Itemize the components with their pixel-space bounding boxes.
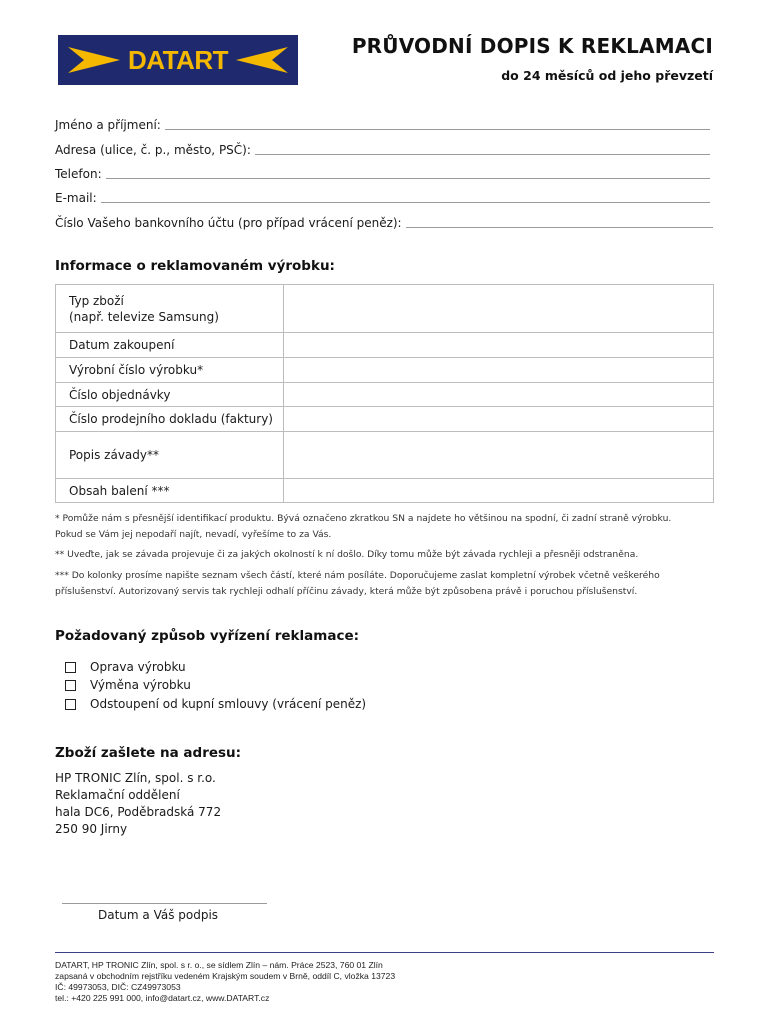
name-label: Jméno a příjmení: — [55, 118, 161, 132]
bank-account-input-line[interactable] — [406, 217, 713, 228]
refund-checkbox[interactable] — [65, 699, 76, 710]
address-input-line[interactable] — [255, 144, 710, 155]
address-field[interactable] — [55, 141, 710, 157]
table-row — [56, 358, 714, 383]
email-field[interactable] — [55, 189, 710, 205]
email-input-line[interactable] — [101, 192, 710, 203]
defect-description-input[interactable] — [284, 432, 714, 479]
option-replacement[interactable] — [65, 678, 191, 692]
name-field[interactable] — [55, 116, 710, 132]
address-line-department: Reklamační oddělení — [55, 788, 180, 802]
footer-line-company: DATART, HP TRONIC Zlín, spol. s r. o., se sídlem Zlín – nám. Práce 2523, 760 01 Zlín — [55, 960, 383, 970]
note-serial-line2: Pokud se Vám jej nepodaří najít, nevadí, vyřešíme to za Vás. — [55, 528, 332, 540]
document-subtitle: do 24 měsíců od jeho převzetí — [501, 68, 713, 83]
serial-number-label: Výrobní číslo výrobku* — [56, 358, 284, 383]
phone-field[interactable] — [55, 165, 710, 181]
product-info-heading: Informace o reklamovaném výrobku: — [55, 258, 335, 274]
bank-account-label: Číslo Vašeho bankovního účtu (pro případ vrácení peněz): — [55, 216, 402, 230]
address-line-city: 250 90 Jirny — [55, 822, 128, 836]
note-serial-line1: * Pomůže nám s přesnější identifikací produktu. Bývá označeno zkratkou SN a najdete ho většinou na spodní, či zadní straně výrobku. — [55, 513, 672, 524]
shipping-heading: Zboží zašlete na adresu: — [55, 745, 242, 761]
purchase-date-label: Datum zakoupení — [56, 333, 284, 358]
row-label-product-type — [56, 285, 284, 333]
package-contents-input[interactable] — [284, 479, 714, 503]
bank-account-field[interactable] — [55, 214, 713, 230]
signature-line[interactable] — [62, 903, 267, 904]
product-type-hint: (např. televize Samsung) — [69, 309, 219, 324]
footer-divider — [55, 952, 714, 953]
note-serial-number — [55, 511, 695, 542]
table-row — [56, 333, 714, 358]
table-row — [56, 479, 714, 503]
footer-company-info — [55, 960, 395, 1004]
purchase-date-input[interactable] — [284, 333, 714, 358]
signature-label: Datum a Váš podpis — [98, 908, 219, 922]
email-label: E-mail: — [55, 191, 97, 205]
package-contents-label: Obsah balení *** — [56, 479, 284, 503]
defect-description-label: Popis závady** — [56, 432, 284, 479]
table-row — [56, 383, 714, 407]
product-info-table — [55, 284, 714, 503]
table-row — [56, 407, 714, 432]
order-number-input[interactable] — [284, 383, 714, 407]
replacement-label: Výměna výrobku — [90, 678, 191, 692]
address-label: Adresa (ulice, č. p., město, PSČ): — [55, 143, 251, 157]
table-row — [56, 432, 714, 479]
phone-input-line[interactable] — [106, 168, 710, 179]
address-line-company: HP TRONIC Zlín, spol. s r.o. — [55, 771, 216, 785]
table-row — [56, 285, 714, 333]
phone-label: Telefon: — [55, 167, 102, 181]
serial-number-input[interactable] — [284, 358, 714, 383]
invoice-number-label: Číslo prodejního dokladu (faktury) — [56, 407, 284, 432]
invoice-number-input[interactable] — [284, 407, 714, 432]
shipping-address — [55, 770, 221, 838]
refund-label: Odstoupení od kupní smlouvy (vrácení peněz) — [90, 697, 367, 711]
product-type-input[interactable] — [284, 285, 714, 333]
repair-checkbox[interactable] — [65, 662, 76, 673]
order-number-label: Číslo objednávky — [56, 383, 284, 407]
option-refund[interactable] — [65, 697, 366, 711]
document-title: PRŮVODNÍ DOPIS K REKLAMACI — [351, 34, 713, 58]
name-input-line[interactable] — [165, 119, 710, 130]
address-line-street: hala DC6, Poděbradská 772 — [55, 805, 222, 819]
footer-line-contact: tel.: +420 225 991 000, info@datart.cz, www.DATART.cz — [55, 993, 270, 1003]
datart-logo — [58, 35, 298, 85]
note-package-line2: příslušenství. Autorizovaný servis tak rychleji odhalí příčinu závady, která může být způsobena právě i poruchou příslušenství. — [55, 585, 638, 597]
option-repair[interactable] — [65, 660, 186, 674]
resolution-heading: Požadovaný způsob vyřízení reklamace: — [55, 628, 360, 644]
repair-label: Oprava výrobku — [90, 660, 186, 674]
footer-line-ids: IČ: 49973053, DIČ: CZ49973053 — [55, 982, 181, 992]
logo-text: DATART — [127, 45, 229, 75]
note-defect: ** Uveďte, jak se závada projevuje či za jakých okolností k ní došlo. Díky tomu může být závada rychleji a přesněji odstraněna. — [55, 549, 639, 560]
note-package-line1: *** Do kolonky prosíme napište seznam všech částí, které nám posíláte. Doporučujeme zaslat kompletní výrobek včetně veškerého — [55, 570, 660, 581]
note-package-contents — [55, 568, 695, 599]
product-type-label: Typ zboží — [69, 293, 124, 308]
footer-line-registry: zapsaná v obchodním rejstříku vedeném Krajským soudem v Brně, oddíl C, vložka 13723 — [55, 971, 396, 981]
replacement-checkbox[interactable] — [65, 680, 76, 691]
